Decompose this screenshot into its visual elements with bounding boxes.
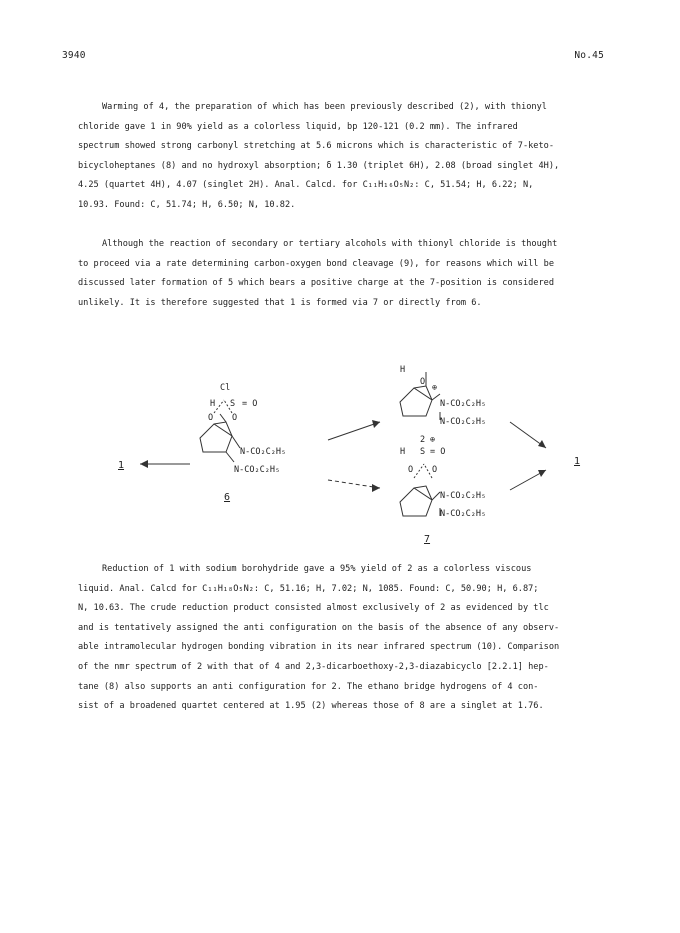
compound-1-left: 1 [118, 460, 125, 471]
dashed-bond-7b [424, 464, 432, 478]
arrowhead-left [140, 460, 148, 468]
paragraph-1 [78, 98, 608, 216]
plus-label: ⊕ [432, 383, 438, 393]
o-label: O [232, 413, 238, 423]
n-co2et-label: N-CO₂C₂H₅ [440, 399, 487, 409]
text-line: Although the reaction of secondary or tertiary alcohols with thionyl chloride is thought [102, 239, 558, 249]
text-line: sist of a broadened quartet centered at 1.95 (2) whereas those of 8 are a singlet at 1.76. [78, 701, 544, 712]
h-label: H [210, 399, 216, 409]
text-line: Warming of 4, the preparation of which has been previously described (2), with thionyl [102, 102, 547, 112]
bicyclo-ring-top [400, 388, 432, 416]
text-line: N, 10.63. The crude reduction product consisted almost exclusively of 2 as evidenced by tlc [78, 603, 549, 614]
text-line: liquid. Anal. Calcd for C₁₁H₁₈O₅N₂: C, 51.16; H, 7.02; N, 1085. Found: C, 50.90; H, 6.87; [78, 583, 539, 594]
dashed-bond-6a [214, 400, 224, 413]
arrowhead-top [372, 420, 380, 428]
o-label: O [420, 377, 426, 387]
n-bond-top-a [432, 394, 440, 400]
o-bond-6 [220, 414, 226, 422]
reaction-scheme [0, 360, 680, 550]
n-co2et-label: N-CO₂C₂H₅ [440, 509, 487, 519]
text-line: discussed later formation of 5 which bears a positive charge at the 7-position is considered [78, 278, 554, 289]
n-co2et-label: N-CO₂C₂H₅ [240, 447, 287, 457]
eq-o-label: = O [242, 399, 258, 409]
compound-6-label: 6 [224, 492, 231, 503]
compound-7-label: 7 [424, 534, 431, 545]
arrowhead-top-to-1 [538, 440, 546, 448]
text-line: 10.93. Found: C, 51.74; H, 6.50; N, 10.82. [78, 199, 296, 210]
n-bond-6b [226, 452, 234, 462]
text-line: 4.25 (quartet 4H), 4.07 (singlet 2H). Anal. Calcd. for C₁₁H₁₆O₅N₂: C, 51.54; H, 6.22; N, [78, 180, 534, 191]
n-bond-6a [232, 436, 240, 448]
text-line: and is tentatively assigned the anti configuration on the basis of the absence of any observ- [78, 622, 560, 633]
n-co2et-label: N-CO₂C₂H₅ [234, 465, 281, 475]
text-line: chloride gave 1 in 90% yield as a colorless liquid, bp 120-121 (0.2 mm). The infrared [78, 121, 518, 132]
arrowhead-7 [372, 484, 380, 492]
o-label: O [208, 413, 214, 423]
issue-number: No.45 [574, 50, 604, 61]
bicyclo-ring-6 [200, 424, 232, 452]
page-number: 3940 [62, 50, 86, 61]
text-line: of the nmr spectrum of 2 with that of 4 and 2,3-dicarboethoxy-2,3-diazabicyclo [2.2.1] hep- [78, 661, 549, 672]
text-line: able intramolecular hydrogen bonding vibration in its near infrared spectrum (10). Comparison [78, 642, 560, 653]
text-line: to proceed via a rate determining carbon-oxygen bond cleavage (9), for reasons which will be [78, 258, 554, 269]
arrow-to-top [328, 422, 380, 440]
h-label: H [400, 447, 406, 457]
text-line: bicycloheptanes (8) and no hydroxyl absorption; δ 1.30 (triplet 6H), 2.08 (broad singlet 4H), [78, 160, 560, 171]
compound-1-right: 1 [574, 456, 581, 467]
text-line: unlikely. It is therefore suggested that 1 is formed via 7 or directly from 6. [78, 297, 482, 308]
eq-o-label: = O [430, 447, 446, 457]
text-line: spectrum showed strong carbonyl stretching at 5.6 microns which is characteristic of 7-keto- [78, 141, 554, 152]
o-label: O [432, 465, 438, 475]
num-label: 2 [420, 435, 426, 445]
h-label: H [400, 365, 406, 375]
s-label: S [420, 447, 426, 457]
o-label: O [408, 465, 414, 475]
bicyclo-ring-7 [400, 488, 432, 516]
n-co2et-label: N-CO₂C₂H₅ [440, 491, 487, 501]
paragraph-2 [78, 235, 608, 313]
dashed-bond-7a [414, 464, 424, 478]
plus-label: ⊕ [430, 435, 436, 445]
s-label: S [230, 399, 236, 409]
paragraph-3 [78, 560, 608, 717]
n-co2et-label: N-CO₂C₂H₅ [440, 417, 487, 427]
n-bond-7a [432, 492, 440, 500]
text-line: tane (8) also supports an anti configuration for 2. The ethano bridge hydrogens of 4 con- [78, 681, 539, 692]
text-line: Reduction of 1 with sodium borohydride gave a 95% yield of 2 as a colorless viscous [102, 564, 532, 574]
cl-label: Cl [220, 383, 231, 393]
